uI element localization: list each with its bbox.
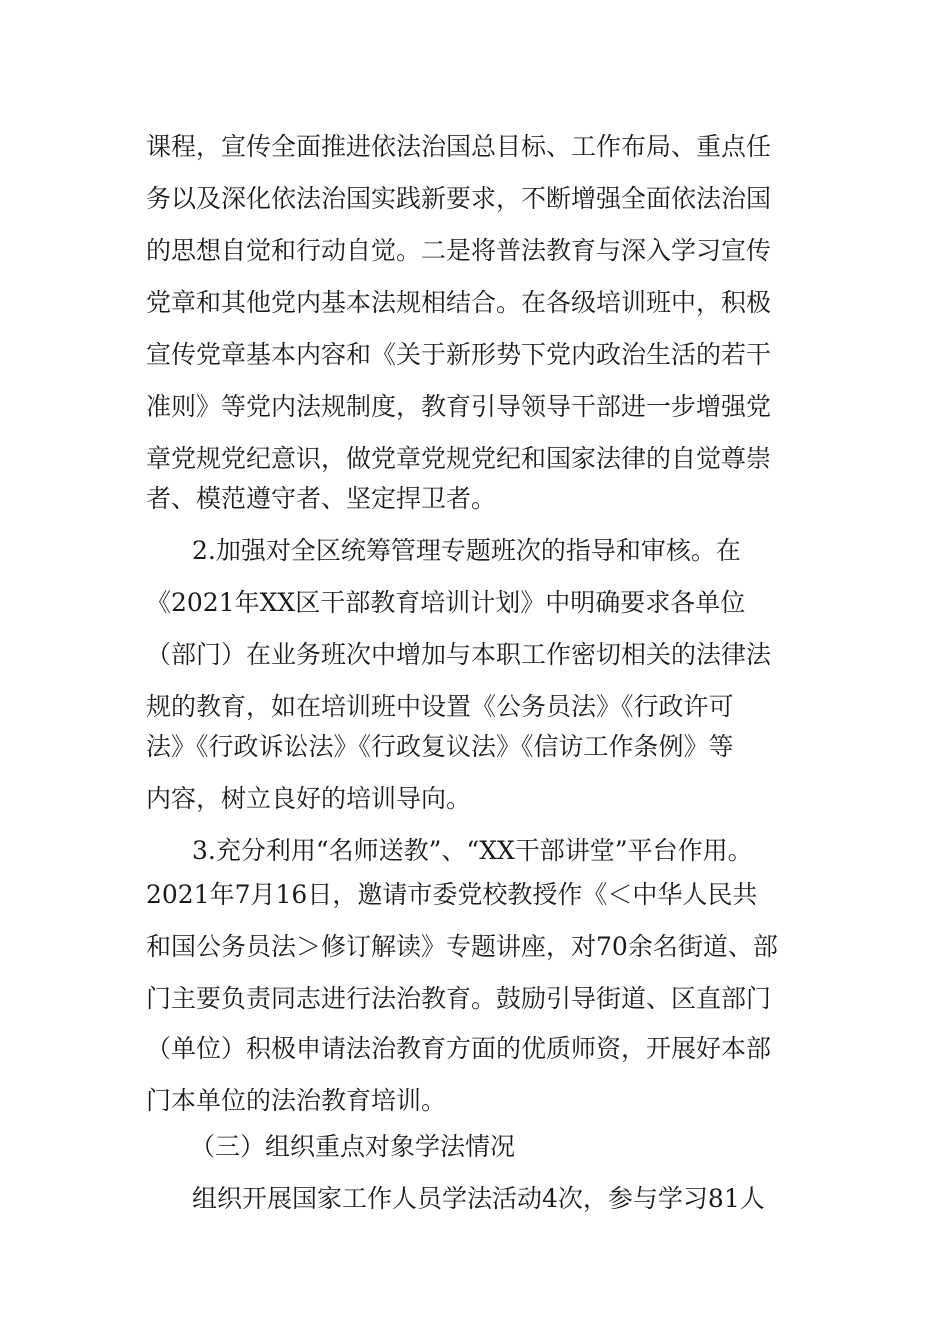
paragraph-line: 宣传党章基本内容和《关于新形势下党内政治生活的若干 xyxy=(146,340,772,369)
paragraph-line: 法》《行政诉讼法》《行政复议法》《信访工作条例》等 xyxy=(146,732,734,761)
paragraph-line: 课程，宣传全面推进依法治国总目标、工作布局、重点任 xyxy=(146,132,772,161)
section-heading: （三）组织重点对象学法情况 xyxy=(190,1132,516,1161)
paragraph-line: 门主要负责同志进行法治教育。鼓励引导街道、区直部门 xyxy=(146,984,772,1013)
paragraph-line: 2021年7月16日，邀请市委党校教授作《＜中华人民共 xyxy=(146,880,758,909)
paragraph-line: 2.加强对全区统筹管理专题班次的指导和审核。在 xyxy=(192,536,741,565)
paragraph-line: 党章和其他党内基本法规相结合。在各级培训班中，积极 xyxy=(146,288,772,317)
paragraph-line: 门本单位的法治教育培训。 xyxy=(146,1086,447,1115)
paragraph-line: 3.充分利用“名师送教”、“XX干部讲堂”平台作用。 xyxy=(192,836,753,865)
paragraph-line: 《2021年XX区干部教育培训计划》中明确要求各单位 xyxy=(146,588,746,617)
paragraph-line: （部门）在业务班次中增加与本职工作密切相关的法律法 xyxy=(146,640,772,669)
paragraph-line: 务以及深化依法治国实践新要求，不断增强全面依法治国 xyxy=(146,184,772,213)
paragraph-line: 和国公务员法＞修订解读》专题讲座，对70余名街道、部 xyxy=(146,932,778,961)
paragraph-line: （单位）积极申请法治教育方面的优质师资，开展好本部 xyxy=(146,1034,772,1063)
paragraph-line: 规的教育，如在培训班中设置《公务员法》《行政许可 xyxy=(146,692,734,721)
paragraph-line: 章党规党纪意识，做党章党规党纪和国家法律的自觉尊崇 xyxy=(146,444,772,473)
paragraph-line: 的思想自觉和行动自觉。二是将普法教育与深入学习宣传 xyxy=(146,236,772,265)
paragraph-line: 内容，树立良好的培训导向。 xyxy=(146,784,472,813)
paragraph-line: 者、模范遵守者、坚定捍卫者。 xyxy=(146,484,497,513)
paragraph-line: 组织开展国家工作人员学法活动4次，参与学习81人 xyxy=(192,1184,765,1213)
paragraph-line: 准则》等党内法规制度，教育引导领导干部进一步增强党 xyxy=(146,392,772,421)
